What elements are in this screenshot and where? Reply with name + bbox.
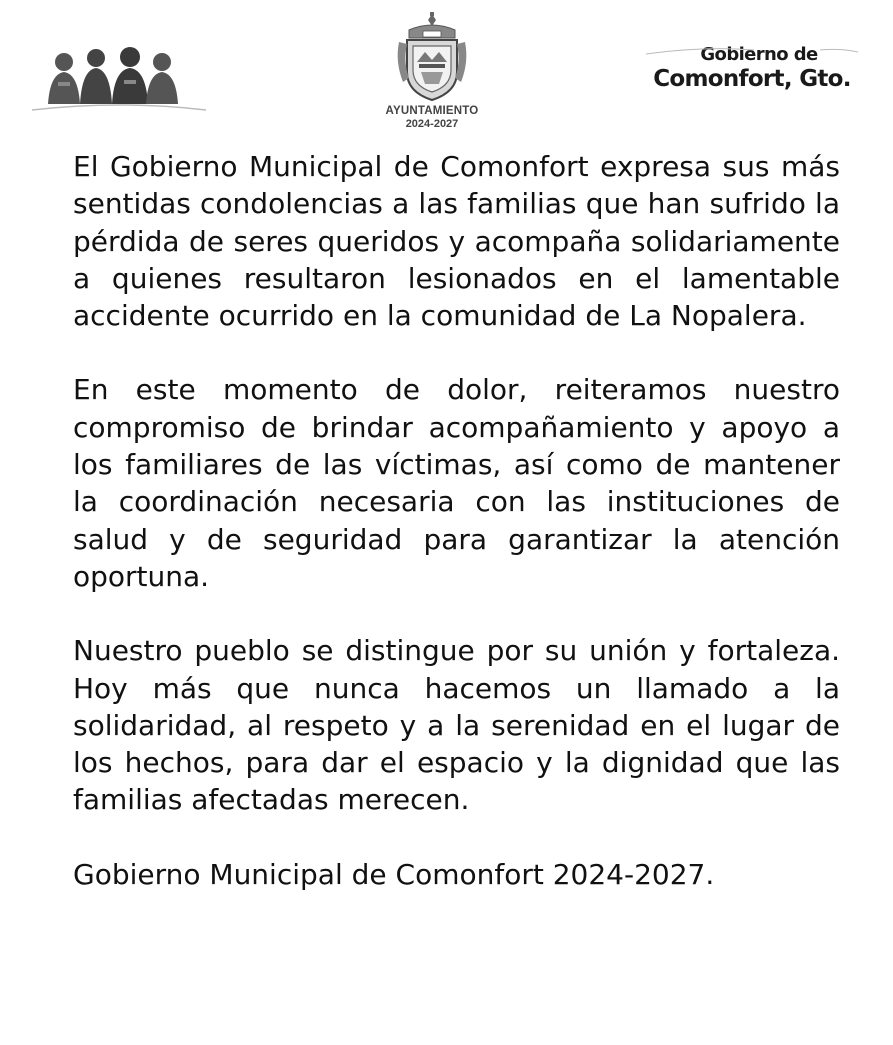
crest-years: 2024-2027 — [405, 118, 459, 130]
statement-body — [73, 148, 840, 893]
government-logo — [640, 44, 864, 104]
logo-swoosh-icon — [644, 46, 860, 56]
signature: Gobierno Municipal de Comonfort 2024-2027. — [73, 857, 715, 891]
paragraph-condolences: El Gobierno Municipal de Comonfort expresa sus más sentidas condolencias a las familias que han sufrido la pérdida de seres queridos y acompaña solidariamente a quienes resultaron lesionados en el lamentable accidente ocurrido en la comunidad de La Nopalera. — [73, 150, 840, 333]
municipal-crest — [372, 12, 492, 140]
heroes-portrait-logo — [30, 38, 208, 116]
letterhead — [0, 0, 893, 140]
crest-title: AYUNTAMIENTO — [385, 105, 479, 117]
gov-logo-line2: Comonfort, Gto. — [653, 66, 851, 92]
coat-of-arms-icon — [395, 12, 469, 104]
gov-logo-line1: Gobierno de — [700, 44, 818, 65]
paragraph-commitment: En este momento de dolor, reiteramos nuestro compromiso de brindar acompañamiento y apoyo a los familiares de las víctimas, así como de mantener la coordinación necesaria con las instituciones de salud y de seguridad para garantizar la atención oportuna. — [73, 373, 840, 593]
paragraph-solidarity: Nuestro pueblo se distingue por su unión y fortaleza. Hoy más que nunca hacemos un llamado a la solidaridad, al respeto y a la serenidad en el lugar de los hechos, para dar el espacio y la dignidad que las familias afectadas merecen. — [73, 634, 840, 817]
